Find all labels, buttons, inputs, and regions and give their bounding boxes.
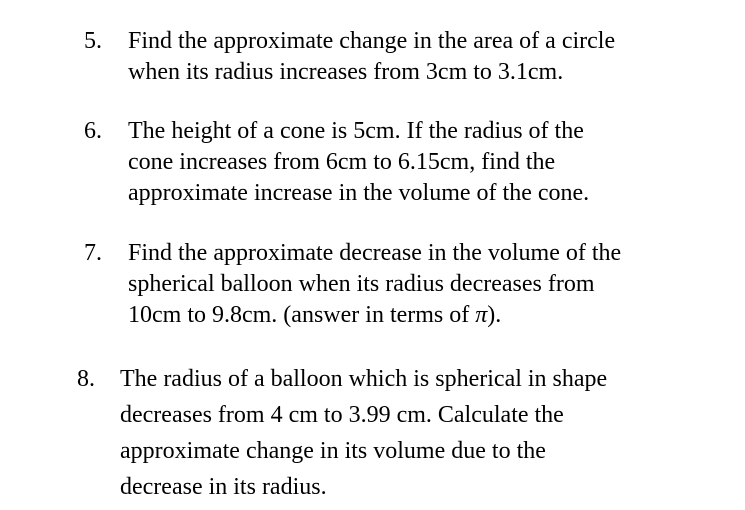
question-number: 8. xyxy=(77,366,95,392)
question-line: Find the approximate decrease in the volume of the xyxy=(128,240,622,266)
question-line: The radius of a balloon which is spherical in shape xyxy=(120,366,608,392)
question-line: approximate change in its volume due to the xyxy=(120,438,546,464)
question-number: 6. xyxy=(84,118,102,144)
question-line: approximate increase in the volume of the cone. xyxy=(128,180,590,206)
question-line: spherical balloon when its radius decreases from xyxy=(128,271,595,297)
question-number: 7. xyxy=(84,240,102,266)
question-line-text: 10cm to 9.8cm. (answer in terms of xyxy=(128,302,476,328)
question-line: decreases from 4 cm to 3.99 cm. Calculate the xyxy=(120,402,564,428)
pi-symbol: π xyxy=(475,302,488,328)
question-line-with-pi xyxy=(128,302,501,329)
question-line: Find the approximate change in the area of a circle xyxy=(128,28,616,54)
question-line: decrease in its radius. xyxy=(120,474,327,500)
question-line: The height of a cone is 5cm. If the radius of the xyxy=(128,118,584,144)
question-line: cone increases from 6cm to 6.15cm, find the xyxy=(128,149,556,175)
question-number: 5. xyxy=(84,28,102,54)
question-line-end: ). xyxy=(487,302,502,328)
question-line: when its radius increases from 3cm to 3.1cm. xyxy=(128,59,564,85)
